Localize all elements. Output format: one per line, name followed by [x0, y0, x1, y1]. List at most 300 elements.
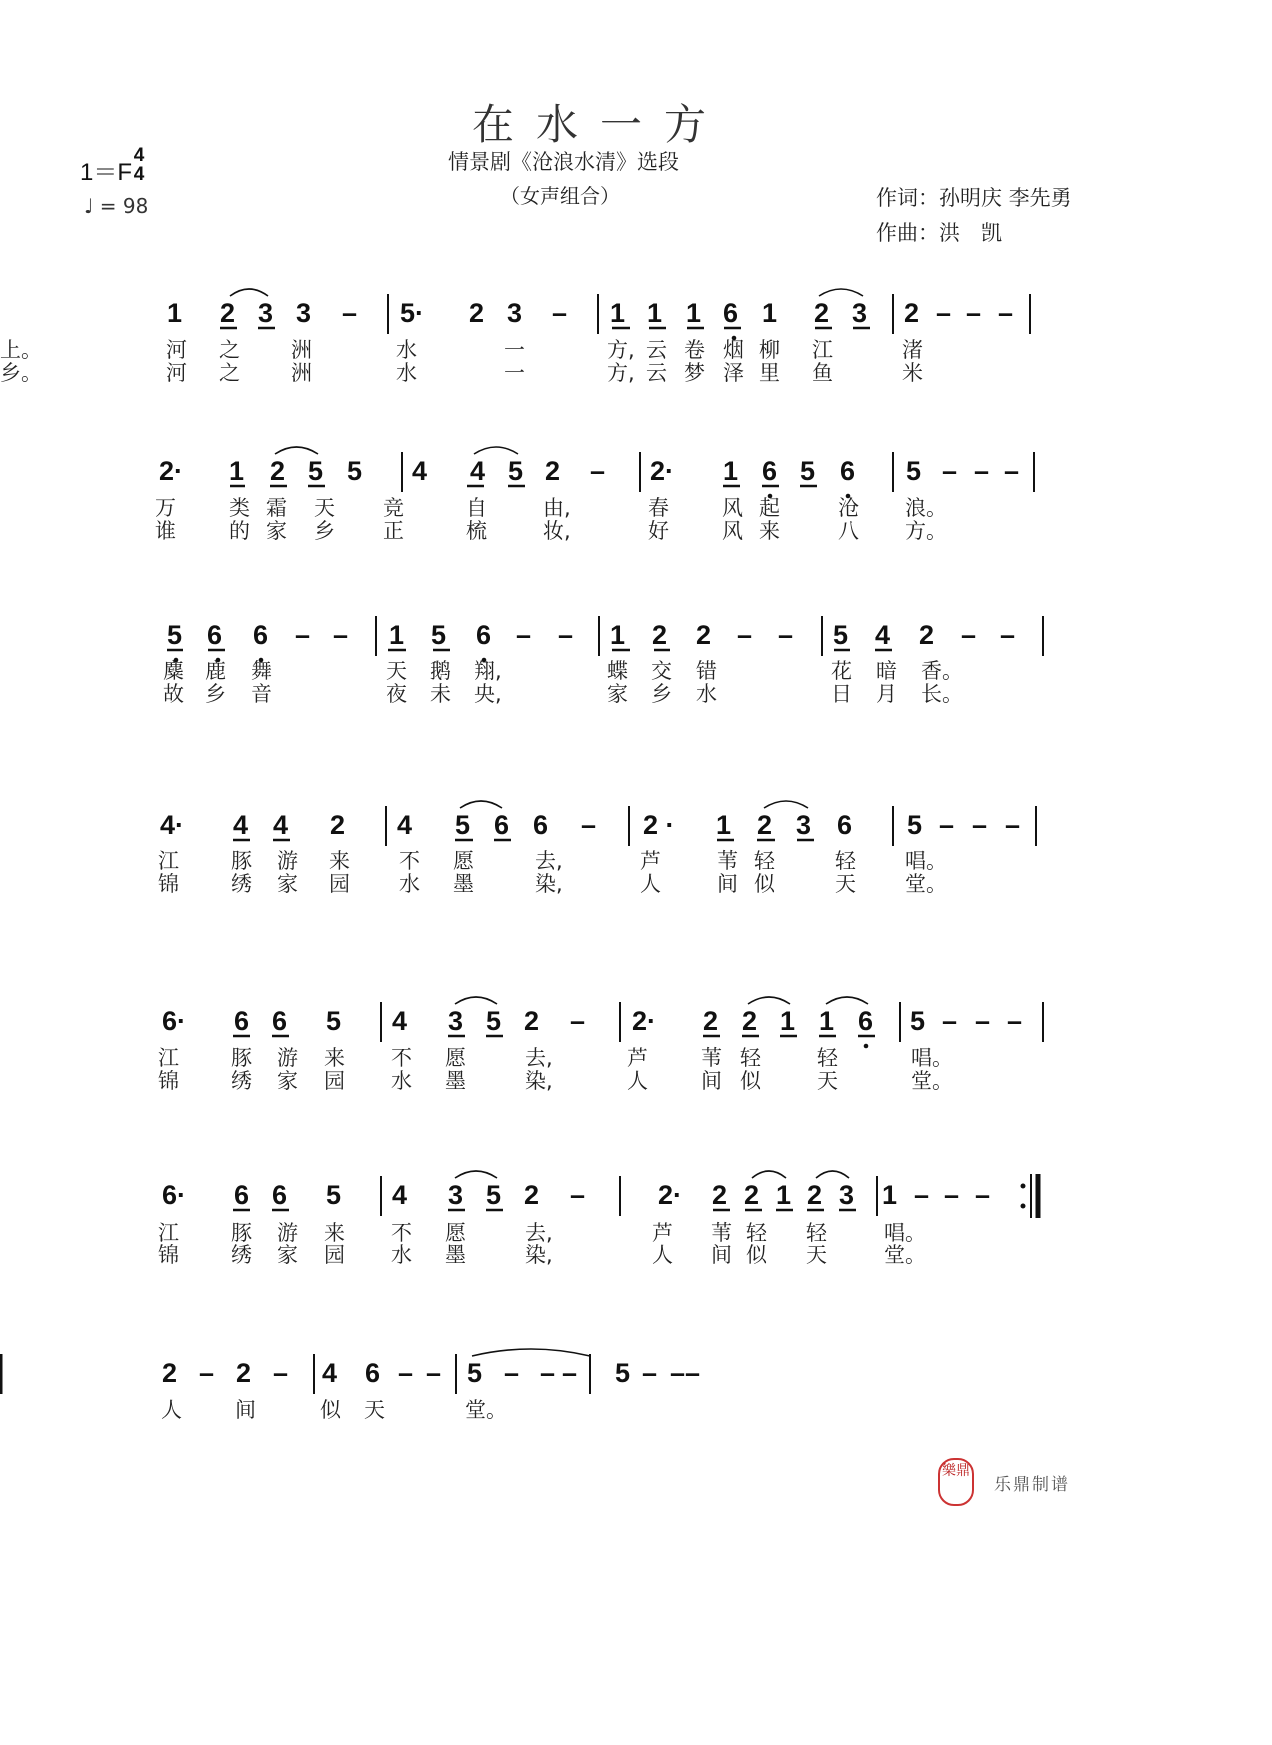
repeat-dot	[1021, 1204, 1026, 1209]
lyric-verse-2: 似	[754, 872, 775, 896]
lyric-verse-2: 音	[251, 682, 272, 706]
note: 6	[476, 620, 492, 650]
lyric-verse-2: 墨	[445, 1069, 466, 1093]
note: 5	[455, 810, 471, 840]
sustain-dash: –	[685, 1358, 701, 1388]
note: 2	[220, 298, 236, 328]
note: 2	[524, 1006, 540, 1036]
lyric-verse-1: 卷	[684, 338, 705, 362]
note: 1	[819, 1006, 835, 1036]
slur-arc	[472, 1349, 590, 1356]
lyric-verse-1: 轻	[817, 1046, 838, 1070]
lyric-verse-2: 染,	[535, 872, 563, 896]
lyric-verse-1: 上。	[0, 338, 42, 362]
slur-arc	[819, 289, 863, 296]
lyric-verse-2: 水	[391, 1069, 412, 1093]
lyric-verse-1: 暗	[876, 659, 897, 683]
lyric-verse-1: 方,	[607, 338, 635, 362]
lyric-verse-1: 渚	[902, 338, 923, 362]
lyric-verse-1: 来	[324, 1221, 345, 1245]
note: 5	[347, 456, 363, 486]
lyric-verse-1: 烟	[723, 338, 744, 362]
note: 2	[524, 1180, 540, 1210]
lyric-verse-2: 央,	[474, 682, 502, 706]
note: 5·	[400, 298, 425, 328]
lyric-verse-1: 春	[648, 496, 669, 520]
lyric-verse-1: 似	[320, 1398, 341, 1422]
note: 2	[807, 1180, 823, 1210]
lyric-verse-2: 家	[266, 519, 287, 543]
lyric-verse-1: 自	[466, 496, 487, 520]
octave-dot	[864, 1044, 869, 1049]
sustain-dash: –	[273, 1358, 289, 1388]
note: 5	[615, 1358, 631, 1388]
lyric-verse-1: 翔,	[474, 659, 502, 683]
note: 6	[207, 620, 223, 650]
note: 3	[448, 1006, 464, 1036]
lyric-verse-1: 来	[329, 849, 350, 873]
note: 1	[610, 298, 626, 328]
slur-arc	[816, 1171, 849, 1178]
sustain-dash: –	[562, 1358, 578, 1388]
slur-arc	[748, 997, 790, 1004]
lyric-verse-1: 类	[229, 496, 250, 520]
lyric-verse-2: 间	[717, 872, 738, 896]
lyric-verse-1: 云	[646, 338, 667, 362]
lyric-verse-1: 江	[158, 1046, 179, 1070]
note: 3	[296, 298, 312, 328]
lyric-verse-1: 水	[396, 338, 417, 362]
lyric-verse-1: 一	[504, 338, 525, 362]
lyric-verse-2: 乡	[651, 682, 672, 706]
lyric-verse-2: 园	[324, 1243, 345, 1267]
note: 2	[236, 1358, 252, 1388]
lyric-verse-2: 园	[324, 1069, 345, 1093]
lyric-verse-1: 轻	[740, 1046, 761, 1070]
note: 4	[322, 1358, 338, 1388]
lyric-verse-1: 苇	[717, 849, 738, 873]
lyric-verse-2: 墨	[445, 1243, 466, 1267]
lyric-verse-1: 交	[651, 659, 672, 683]
lyric-verse-1: 天	[364, 1398, 385, 1422]
lyric-verse-2: 正	[383, 519, 404, 543]
lyric-verse-1: 花	[831, 659, 852, 683]
sustain-dash: –	[540, 1358, 556, 1388]
sustain-dash: –	[1000, 620, 1016, 650]
note: 4	[412, 456, 428, 486]
repeat-dot	[1021, 1184, 1026, 1189]
note: 2	[469, 298, 485, 328]
lyric-verse-1: 霜	[266, 496, 287, 520]
note: 5	[308, 456, 324, 486]
lyric-verse-1: 由,	[543, 496, 571, 520]
sustain-dash: –	[295, 620, 311, 650]
sustain-dash: –	[737, 620, 753, 650]
note: 3	[852, 298, 868, 328]
lyric-verse-1: 河	[166, 338, 187, 362]
sustain-dash: –	[944, 1180, 960, 1210]
sustain-dash: –	[1004, 456, 1020, 486]
lyric-verse-2: 故	[163, 682, 184, 706]
note: 6	[272, 1180, 288, 1210]
slur-arc	[764, 801, 808, 808]
lyric-verse-2: 染,	[525, 1069, 553, 1093]
lyric-verse-2: 绣	[231, 1243, 252, 1267]
note: 3	[448, 1180, 464, 1210]
sustain-dash: –	[975, 1180, 991, 1210]
lyric-verse-1: 万	[155, 496, 176, 520]
lyric-verse-2: 墨	[453, 872, 474, 896]
lyric-verse-2: 间	[711, 1243, 732, 1267]
note: 4·	[160, 810, 185, 840]
note: 5	[508, 456, 524, 486]
lyric-verse-1: 不	[391, 1046, 412, 1070]
note: 5	[910, 1006, 926, 1036]
sustain-dash: –	[1005, 810, 1021, 840]
note: 6·	[162, 1006, 187, 1036]
note: 2	[744, 1180, 760, 1210]
lyric-verse-1: 轻	[754, 849, 775, 873]
lyric-verse-2: 乡	[314, 519, 335, 543]
sustain-dash: –	[939, 810, 955, 840]
lyric-verse-2: 梦	[684, 361, 705, 385]
lyric-verse-1: 江	[158, 849, 179, 873]
lyric-verse-1: 愿	[445, 1046, 466, 1070]
lyric-verse-1: 间	[235, 1398, 256, 1422]
lyric-verse-2: 似	[740, 1069, 761, 1093]
lyric-verse-1: 轻	[746, 1221, 767, 1245]
note: 2	[545, 456, 561, 486]
lyric-verse-1: 麋	[163, 659, 184, 683]
lyric-verse-2: 来	[759, 519, 780, 543]
lyric-verse-1: 唱。	[884, 1221, 926, 1245]
lyric-verse-1: 起	[759, 496, 780, 520]
lyric-verse-2: 水	[399, 872, 420, 896]
lyric-verse-1: 去,	[525, 1221, 553, 1245]
lyric-verse-2: 堂。	[911, 1069, 953, 1093]
slur-arc	[826, 997, 868, 1004]
lyricist-credit: 作词：孙明庆 李先勇	[876, 186, 1072, 210]
note: 2	[652, 620, 668, 650]
note: 5	[906, 456, 922, 486]
note: 2 ·	[643, 810, 675, 840]
lyric-verse-1: 游	[277, 1221, 298, 1245]
lyric-verse-2: 家	[277, 1069, 298, 1093]
note: 2	[330, 810, 346, 840]
sustain-dash: –	[936, 298, 952, 328]
note: 1	[610, 620, 626, 650]
lyric-verse-2: 染,	[525, 1243, 553, 1267]
note: 2	[703, 1006, 719, 1036]
lyric-verse-2: 堂。	[905, 872, 947, 896]
sustain-dash: –	[942, 1006, 958, 1036]
composer-credit: 作曲：洪 凯	[876, 221, 1002, 245]
slur-arc	[275, 447, 318, 454]
lyric-verse-2: 堂。	[884, 1243, 926, 1267]
lyric-verse-1: 芦	[627, 1046, 648, 1070]
lyric-verse-2: 乡。	[0, 361, 42, 385]
tempo-marking: ♩ = 98	[84, 194, 149, 218]
lyric-verse-1: 唱。	[905, 849, 947, 873]
lyric-verse-2: 天	[835, 872, 856, 896]
note: 2·	[658, 1180, 683, 1210]
lyric-verse-1: 沧	[838, 496, 859, 520]
sustain-dash: –	[558, 620, 574, 650]
key-signature: 1＝F	[80, 159, 133, 186]
lyric-verse-2: 河	[166, 361, 187, 385]
sustain-dash: –	[590, 456, 606, 486]
lyric-verse-1: 苇	[701, 1046, 722, 1070]
lyric-verse-1: 天	[386, 659, 407, 683]
note: 5	[486, 1180, 502, 1210]
lyric-verse-2: 风	[722, 519, 743, 543]
note: 1	[229, 456, 245, 486]
note: 2·	[159, 456, 184, 486]
sustain-dash: –	[552, 298, 568, 328]
lyric-verse-2: 洲	[291, 361, 312, 385]
note: 6	[272, 1006, 288, 1036]
sustain-dash: –	[974, 456, 990, 486]
note: 3	[796, 810, 812, 840]
note: 6	[533, 810, 549, 840]
note: 1	[780, 1006, 796, 1036]
lyric-verse-1: 豚	[231, 1046, 252, 1070]
note: 2	[757, 810, 773, 840]
lyric-verse-2: 云	[646, 361, 667, 385]
note: 4	[392, 1006, 408, 1036]
publisher-seal	[938, 1458, 974, 1506]
note: 6	[365, 1358, 381, 1388]
lyric-verse-2: 人	[640, 872, 661, 896]
lyric-verse-2: 一	[504, 361, 525, 385]
lyric-verse-1: 芦	[652, 1221, 673, 1245]
sustain-dash: –	[199, 1358, 215, 1388]
lyric-verse-1: 豚	[231, 1221, 252, 1245]
sustain-dash: –	[998, 298, 1014, 328]
sustain-dash: –	[1007, 1006, 1023, 1036]
note: 2	[904, 298, 920, 328]
lyric-verse-1: 错	[696, 659, 717, 683]
sustain-dash: –	[914, 1180, 930, 1210]
note: 5	[833, 620, 849, 650]
lyric-verse-1: 不	[391, 1221, 412, 1245]
lyric-verse-2: 方。	[905, 519, 947, 543]
sustain-dash: –	[975, 1006, 991, 1036]
lyric-verse-2: 绣	[231, 1069, 252, 1093]
note: 2	[712, 1180, 728, 1210]
publisher-credit: 乐鼎制谱	[994, 1475, 1070, 1495]
score-subtitle: 情景剧《沧浪水清》选段	[448, 150, 679, 174]
lyric-verse-1: 天	[314, 496, 335, 520]
lyric-verse-1: 去,	[525, 1046, 553, 1070]
lyric-verse-1: 去,	[535, 849, 563, 873]
lyric-verse-2: 锦	[158, 1243, 179, 1267]
lyric-verse-2: 乡	[205, 682, 226, 706]
lyric-verse-2: 月	[876, 682, 897, 706]
lyric-verse-2: 长。	[921, 682, 963, 706]
lyric-verse-1: 苇	[711, 1221, 732, 1245]
lyric-verse-2: 方,	[607, 361, 635, 385]
lyric-verse-2: 的	[229, 519, 250, 543]
lyric-verse-1: 浪。	[905, 496, 947, 520]
note: 1	[723, 456, 739, 486]
note: 5	[486, 1006, 502, 1036]
seal-text: 樂鼎	[942, 1463, 970, 1479]
note: 2	[742, 1006, 758, 1036]
lyric-verse-1: 香。	[921, 659, 963, 683]
lyric-verse-2: 家	[607, 682, 628, 706]
lyric-verse-2: 谁	[155, 519, 176, 543]
lyric-verse-1: 洲	[291, 338, 312, 362]
note: 5	[800, 456, 816, 486]
lyric-verse-2: 梳	[466, 519, 487, 543]
lyric-verse-2: 米	[902, 361, 923, 385]
note: 6	[858, 1006, 874, 1036]
lyric-verse-2: 夜	[386, 682, 407, 706]
lyric-verse-2: 之	[219, 361, 240, 385]
lyric-verse-1: 江	[158, 1221, 179, 1245]
slur-arc	[474, 447, 518, 454]
lyric-verse-2: 好	[648, 519, 669, 543]
lyric-verse-2: 里	[759, 361, 780, 385]
slur-arc	[752, 1171, 786, 1178]
lyric-verse-1: 唱。	[911, 1046, 953, 1070]
sustain-dash: –	[942, 456, 958, 486]
lyric-verse-2: 泽	[723, 361, 744, 385]
sustain-dash: –	[778, 620, 794, 650]
time-signature-numerator: 4	[133, 145, 145, 166]
sustain-dash: –	[570, 1180, 586, 1210]
note: 6	[253, 620, 269, 650]
note: 6	[762, 456, 778, 486]
note: 5	[431, 620, 447, 650]
note: 3	[258, 298, 274, 328]
note: 2·	[650, 456, 675, 486]
note: 4	[875, 620, 891, 650]
lyric-verse-1: 愿	[453, 849, 474, 873]
lyric-verse-2: 天	[817, 1069, 838, 1093]
note: 5	[326, 1180, 342, 1210]
note: 6	[840, 456, 856, 486]
note: 3	[839, 1180, 855, 1210]
lyric-verse-2: 人	[627, 1069, 648, 1093]
score-title: 在水一方	[472, 100, 729, 149]
note: 5	[167, 620, 183, 650]
note: 1	[647, 298, 663, 328]
sustain-dash: –	[972, 810, 988, 840]
note: 6	[234, 1006, 250, 1036]
lyric-verse-1: 之	[219, 338, 240, 362]
note: 6	[234, 1180, 250, 1210]
lyric-verse-1: 愿	[445, 1221, 466, 1245]
lyric-verse-1: 蝶	[607, 659, 628, 683]
sustain-dash: –	[516, 620, 532, 650]
note: 2	[270, 456, 286, 486]
lyric-verse-1: 轻	[835, 849, 856, 873]
note: 5	[467, 1358, 483, 1388]
lyric-verse-1: 来	[324, 1046, 345, 1070]
sustain-dash: –	[398, 1358, 414, 1388]
lyric-verse-2: 八	[838, 519, 859, 543]
lyric-verse-1: 风	[722, 496, 743, 520]
note: 2	[162, 1358, 178, 1388]
sustain-dash: –	[670, 1358, 686, 1388]
lyric-verse-2: 未	[430, 682, 451, 706]
note: 4	[273, 810, 289, 840]
lyric-verse-2: 家	[277, 1243, 298, 1267]
note: 1	[762, 298, 778, 328]
lyric-verse-1: 江	[812, 338, 833, 362]
note: 5	[326, 1006, 342, 1036]
lyric-verse-1: 游	[277, 1046, 298, 1070]
lyric-verse-2: 水	[696, 682, 717, 706]
lyric-verse-2: 水	[391, 1243, 412, 1267]
note: 2·	[632, 1006, 657, 1036]
note: 4	[397, 810, 413, 840]
note: 2	[919, 620, 935, 650]
lyric-verse-1: 堂。	[465, 1398, 507, 1422]
sustain-dash: –	[342, 298, 358, 328]
note: 3	[507, 298, 523, 328]
sustain-dash: –	[426, 1358, 442, 1388]
time-signature-denominator: 4	[133, 164, 145, 185]
note: 6	[837, 810, 853, 840]
lyric-verse-2: 鱼	[812, 361, 833, 385]
lyric-verse-1: 舞	[251, 659, 272, 683]
note: 2	[814, 298, 830, 328]
sustain-dash: –	[581, 810, 597, 840]
lyric-verse-1: 不	[399, 849, 420, 873]
lyric-verse-2: 锦	[158, 1069, 179, 1093]
lyric-verse-1: 豚	[231, 849, 252, 873]
lyric-verse-2: 锦	[158, 872, 179, 896]
slur-arc	[460, 801, 502, 808]
sustain-dash: –	[966, 298, 982, 328]
note: 1	[882, 1180, 898, 1210]
note: 4	[233, 810, 249, 840]
lyric-verse-1: 柳	[759, 338, 780, 362]
note: 4	[470, 456, 486, 486]
lyric-verse-1: 鹿	[205, 659, 226, 683]
slur-arc	[455, 1171, 497, 1178]
lyric-verse-1: 人	[161, 1398, 182, 1422]
lyric-verse-2: 妆,	[543, 519, 571, 543]
lyric-verse-2: 日	[831, 682, 852, 706]
note: 1	[776, 1180, 792, 1210]
note: 6	[723, 298, 739, 328]
voicing-note: （女声组合）	[500, 184, 620, 208]
lyric-verse-2: 似	[746, 1243, 767, 1267]
note: 1	[167, 298, 183, 328]
note: 1	[686, 298, 702, 328]
sustain-dash: –	[333, 620, 349, 650]
slur-arc	[455, 997, 497, 1004]
lyric-verse-2: 园	[329, 872, 350, 896]
lyric-verse-2: 间	[701, 1069, 722, 1093]
lyric-verse-2: 绣	[231, 872, 252, 896]
note: 2	[696, 620, 712, 650]
sustain-dash: –	[961, 620, 977, 650]
note: 6·	[162, 1180, 187, 1210]
lyric-verse-1: 芦	[640, 849, 661, 873]
lyric-verse-1: 竞	[383, 496, 404, 520]
note: 5	[907, 810, 923, 840]
lyric-verse-1: 游	[277, 849, 298, 873]
lyric-verse-2: 水	[396, 361, 417, 385]
lyric-verse-2: 人	[652, 1243, 673, 1267]
note: 1	[716, 810, 732, 840]
note: 1	[389, 620, 405, 650]
